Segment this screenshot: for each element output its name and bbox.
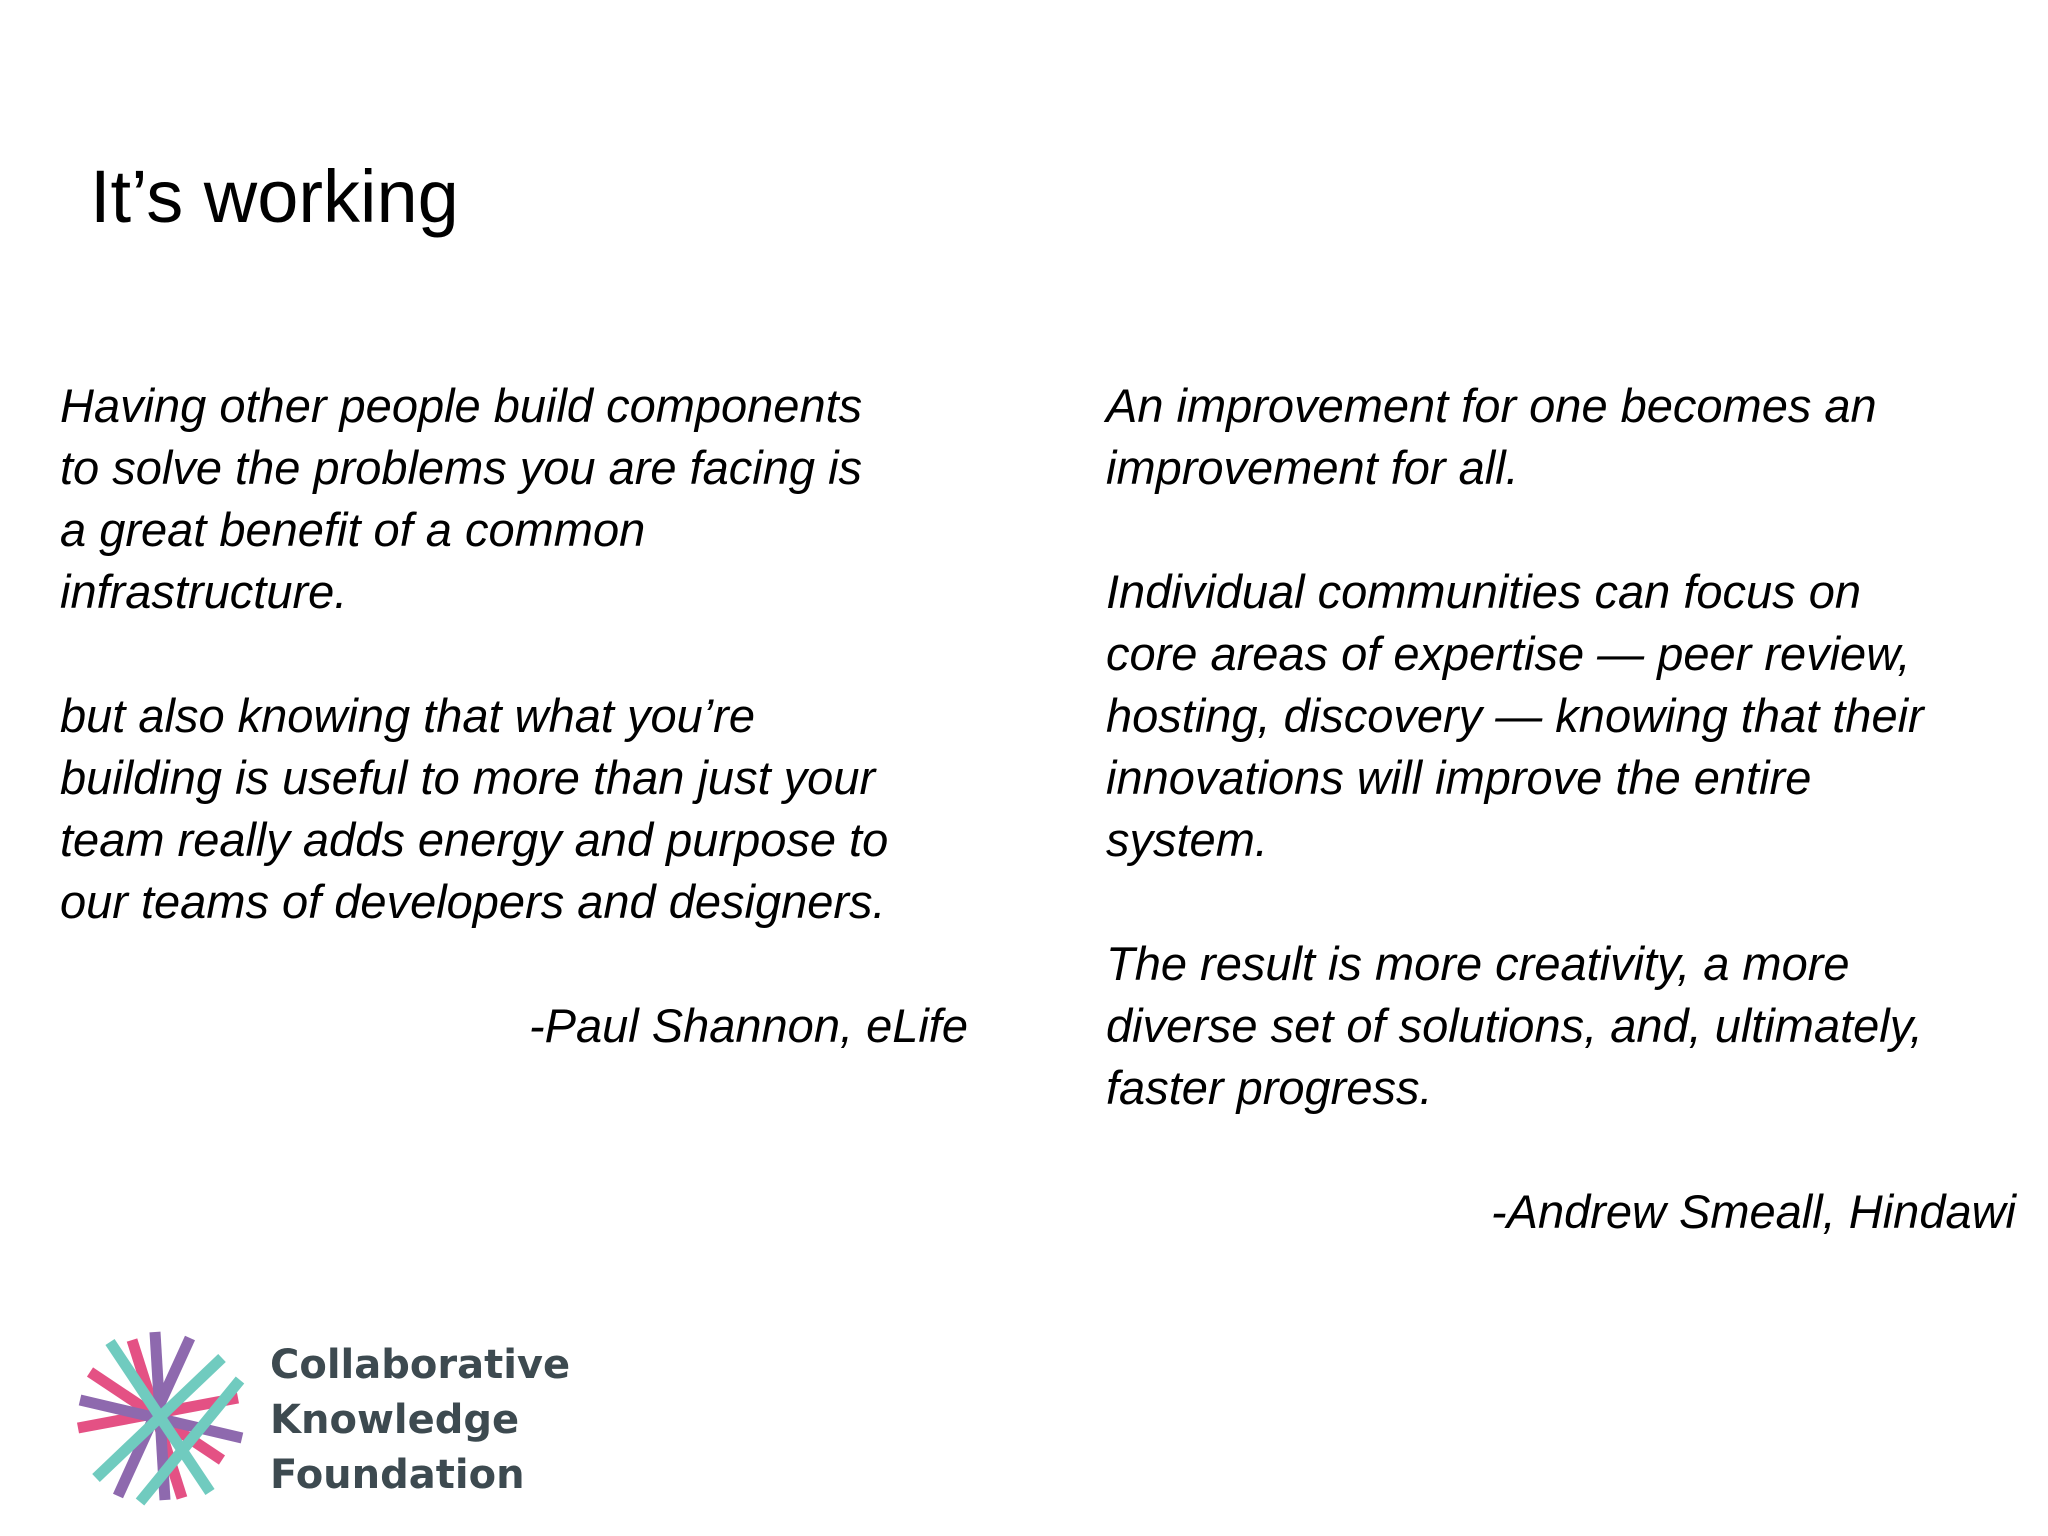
paragraph-gap xyxy=(1106,871,2026,933)
quote-line: faster progress. xyxy=(1106,1061,1433,1114)
quote-line: system. xyxy=(1106,813,1268,866)
logo-text-line: Knowledge xyxy=(270,1397,520,1443)
starburst-logo-icon xyxy=(70,1320,250,1510)
quote-line: a great benefit of a common xyxy=(60,503,646,556)
quote-line: team really adds energy and purpose to xyxy=(60,813,889,866)
slide-title: It’s working xyxy=(90,155,459,238)
logo-wordmark xyxy=(270,1338,570,1503)
quote-line: core areas of expertise — peer review, xyxy=(1106,627,1911,680)
quote-line: improvement for all. xyxy=(1106,441,1519,494)
quote-line: innovations will improve the entire xyxy=(1106,751,1812,804)
logo-text-line: Collaborative xyxy=(270,1342,571,1388)
logo-text-line: Foundation xyxy=(270,1452,525,1498)
right-quote xyxy=(1106,375,2026,1243)
quote-line: building is useful to more than just your xyxy=(60,751,876,804)
quote-line: diverse set of solutions, and, ultimately, xyxy=(1106,999,1923,1052)
quote-line: hosting, discovery — knowing that their xyxy=(1106,689,1924,742)
quote-line: to solve the problems you are facing is xyxy=(60,441,863,494)
left-quote xyxy=(60,375,980,1057)
organization-logo xyxy=(70,1320,571,1510)
quote-line: Having other people build components xyxy=(60,379,863,432)
quote-line: An improvement for one becomes an xyxy=(1106,379,1877,432)
paragraph-gap xyxy=(1106,499,2026,561)
quote-attribution: -Andrew Smeall, Hindawi xyxy=(1490,1185,2016,1238)
quote-line: our teams of developers and designers. xyxy=(60,875,886,928)
quote-line: infrastructure. xyxy=(60,565,348,618)
quote-line: but also knowing that what you’re xyxy=(60,689,755,742)
paragraph-gap xyxy=(1106,1119,2026,1181)
paragraph-gap xyxy=(60,933,980,995)
quote-line: Individual communities can focus on xyxy=(1106,565,1862,618)
quote-line: The result is more creativity, a more xyxy=(1106,937,1850,990)
paragraph-gap xyxy=(60,623,980,685)
quote-attribution: -Paul Shannon, eLife xyxy=(529,999,968,1052)
